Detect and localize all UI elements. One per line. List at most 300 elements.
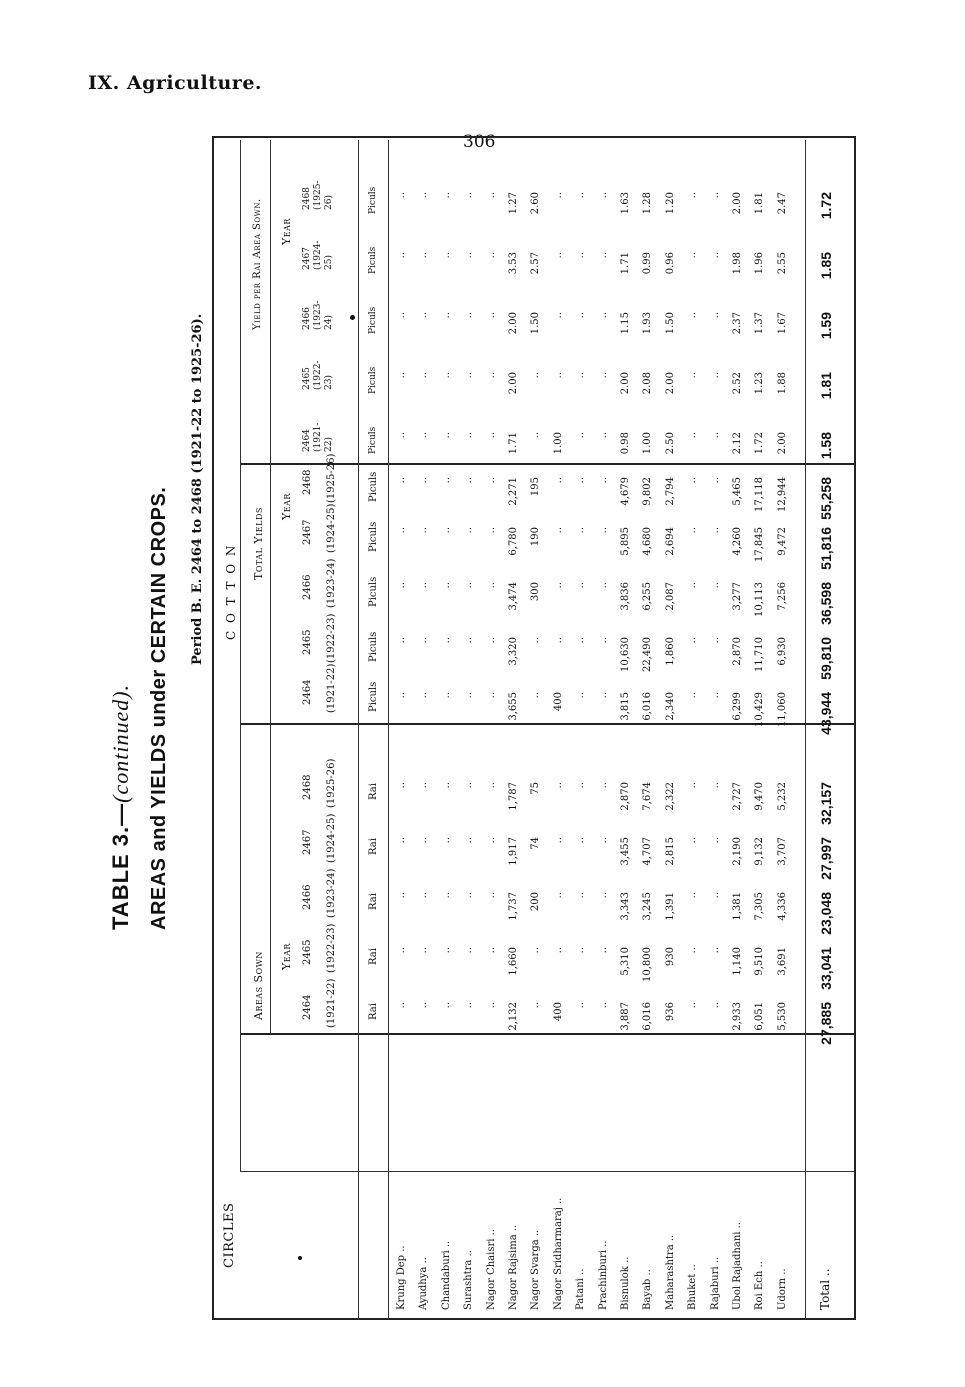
- yield-value: 2.52: [732, 372, 743, 395]
- yield-value: 1.88: [776, 372, 788, 395]
- total-value: ..: [418, 637, 430, 644]
- total-value: 11,060: [776, 692, 788, 727]
- area-value: 74: [530, 837, 542, 850]
- table-subtitle: AREAS and YIELDS under CERTAIN CROPS.: [148, 486, 170, 930]
- yield-value: ..: [530, 432, 542, 439]
- total-value: ..: [463, 527, 475, 534]
- table-continued: (continued).: [108, 683, 133, 803]
- yield-value: ..: [485, 252, 497, 259]
- yield-value: 2.00: [620, 372, 631, 395]
- area-year-ad: (1922-23): [326, 923, 337, 973]
- yield-value: ..: [396, 432, 407, 439]
- yield-value: 2.00: [508, 312, 519, 335]
- area-value: 1,391: [664, 892, 676, 921]
- total-peryield: 1.72: [818, 192, 834, 220]
- circle-name: Nagor Svarga ..: [530, 1229, 542, 1310]
- total-value: ..: [396, 582, 407, 589]
- yield-value: ..: [597, 372, 609, 379]
- yield-value: ..: [575, 192, 587, 199]
- total-peryield: 1.81: [818, 372, 834, 400]
- total-value: ..: [530, 692, 542, 699]
- area-value: ..: [552, 837, 564, 844]
- area-value: ..: [418, 782, 430, 789]
- yield-unit: Piculs: [368, 306, 378, 334]
- total-year-be: 2467: [302, 519, 313, 545]
- area-value: 2,933: [732, 1002, 743, 1031]
- total-value: ..: [709, 527, 721, 534]
- yield-value: ..: [440, 312, 452, 319]
- area-value: 6,016: [642, 1002, 654, 1031]
- total-value: 6,016: [642, 692, 654, 721]
- yield-unit: Piculs: [368, 366, 378, 394]
- area-value: 4,336: [776, 892, 788, 921]
- yield-value: 1.96: [754, 252, 766, 275]
- area-value: ..: [463, 837, 475, 844]
- area-value: 3,691: [776, 947, 788, 976]
- total-value: 6,299: [732, 692, 743, 721]
- yield-value: 2.60: [530, 192, 542, 215]
- area-year-be: 2464: [302, 994, 313, 1020]
- area-year-be: 2466: [302, 884, 313, 910]
- column-divider: [240, 1171, 854, 1172]
- yield-value: 2.12: [732, 432, 743, 455]
- yield-value: ..: [575, 372, 587, 379]
- area-value: ..: [418, 892, 430, 899]
- area-value: 9,132: [754, 837, 766, 866]
- total-value: 3,474: [508, 582, 519, 611]
- area-value: ..: [418, 837, 430, 844]
- area-value: ..: [552, 947, 564, 954]
- total-value: 17,118: [754, 477, 766, 512]
- total-value: ..: [463, 692, 475, 699]
- area-value: ..: [440, 1002, 452, 1009]
- area-value: 2,190: [732, 837, 743, 866]
- area-value: ..: [709, 782, 721, 789]
- yield-value: ..: [485, 192, 497, 199]
- total-peryield: 1.85: [818, 252, 834, 280]
- area-unit: Rai: [368, 893, 379, 910]
- total-value: ..: [418, 582, 430, 589]
- total-unit: Piculs: [368, 471, 379, 502]
- body-rule: [388, 140, 389, 1320]
- circle-name: Roi Ech ..: [754, 1261, 766, 1310]
- total-year-be: 2466: [302, 574, 313, 600]
- circle-name: Ubol Rajadhani ..: [732, 1222, 743, 1310]
- circle-name: Udorn ..: [776, 1268, 788, 1310]
- yield-value: 1.20: [664, 192, 676, 215]
- total-value: ..: [440, 527, 452, 534]
- area-value: 3,887: [620, 1002, 631, 1031]
- total-value: 9,472: [776, 527, 788, 556]
- total-value: ..: [709, 582, 721, 589]
- area-value: 930: [664, 947, 676, 967]
- total-value: ..: [552, 477, 564, 484]
- area-year-ad: (1923-24): [326, 868, 337, 918]
- yield-value: 1.27: [508, 192, 519, 215]
- crop-header: C O T T O N: [224, 543, 238, 640]
- yield-value: ..: [485, 312, 497, 319]
- yield-value: ..: [709, 432, 721, 439]
- total-value: 6,255: [642, 582, 654, 611]
- total-area: 33,041: [818, 947, 834, 990]
- total-value: ..: [552, 637, 564, 644]
- yield-value: 1.72: [754, 432, 766, 455]
- yield-value: 1.15: [620, 312, 631, 335]
- total-value: ..: [463, 477, 475, 484]
- yield-value: 1.81: [754, 192, 766, 215]
- area-value: 2,132: [508, 1002, 519, 1031]
- yield-value: ..: [709, 312, 721, 319]
- yield-value: 2.00: [776, 432, 788, 455]
- area-value: ..: [575, 837, 587, 844]
- area-value: ..: [463, 947, 475, 954]
- area-value: 1,787: [508, 782, 519, 811]
- yield-value: ..: [418, 432, 430, 439]
- yield-value: ..: [485, 432, 497, 439]
- yield-value: 2.47: [776, 192, 788, 215]
- yield-value: ..: [396, 372, 407, 379]
- circle-name: Rajaburi ..: [709, 1256, 721, 1310]
- yield-value: ..: [440, 372, 452, 379]
- total-value: ..: [485, 527, 497, 534]
- area-value: ..: [485, 837, 497, 844]
- area-value: 3,455: [620, 837, 631, 866]
- area-value: ..: [687, 1002, 699, 1009]
- total-value: ..: [418, 477, 430, 484]
- area-value: 9,510: [754, 947, 766, 976]
- area-value: 5,232: [776, 782, 788, 811]
- circle-name: Ayudhya ..: [418, 1257, 430, 1310]
- area-value: 1,917: [508, 837, 519, 866]
- total-value: ..: [575, 477, 587, 484]
- total-value: ..: [485, 477, 497, 484]
- area-value: ..: [396, 782, 407, 789]
- yield-year-label: Year: [280, 218, 293, 245]
- yield-value: ..: [463, 192, 475, 199]
- total-value: ..: [440, 637, 452, 644]
- total-value: ..: [463, 637, 475, 644]
- area-value: ..: [709, 837, 721, 844]
- area-year-be: 2465: [302, 939, 313, 965]
- area-value: 4,707: [642, 837, 654, 866]
- total-year-be: 2464: [302, 679, 313, 705]
- crop-rule: [240, 140, 241, 1172]
- total-rule: [805, 140, 806, 1320]
- total-value: 2,271: [508, 477, 519, 506]
- yield-value: ..: [552, 252, 564, 259]
- subheader-rule: [270, 140, 271, 1035]
- yield-value: 1.93: [642, 312, 654, 335]
- total-value: ..: [440, 582, 452, 589]
- circles-header: CIRCLES: [222, 1202, 237, 1268]
- total-year-be: 2465: [302, 629, 313, 655]
- yield-value: ..: [418, 252, 430, 259]
- total-value: 190: [530, 527, 542, 547]
- yield-value: 0.98: [620, 432, 631, 455]
- total-value: ..: [687, 582, 699, 589]
- total-value: ..: [485, 582, 497, 589]
- total-value: 7,256: [776, 582, 788, 611]
- area-unit: Rai: [368, 838, 379, 855]
- areas-header: Areas Sown: [252, 951, 265, 1020]
- total-unit: Piculs: [368, 576, 379, 607]
- yield-value: ..: [530, 372, 542, 379]
- yield-header: Yield per Rai Area Sown.: [252, 198, 263, 330]
- yield-value: ..: [597, 192, 609, 199]
- yield-value: ..: [687, 192, 699, 199]
- area-value: 936: [664, 1002, 676, 1022]
- total-value: ..: [709, 692, 721, 699]
- total-value: ..: [687, 692, 699, 699]
- total-value: 195: [530, 477, 542, 497]
- total-value: 2,087: [664, 582, 676, 611]
- yield-year: 2468 (1925- 26): [302, 180, 334, 210]
- area-value: ..: [396, 1002, 407, 1009]
- yield-value: ..: [709, 192, 721, 199]
- total-value: ..: [709, 637, 721, 644]
- area-value: 400: [552, 1002, 564, 1022]
- total-value: ..: [396, 637, 407, 644]
- yield-value: 1.98: [732, 252, 743, 275]
- total-value: ..: [396, 477, 407, 484]
- total-unit: Piculs: [368, 631, 379, 662]
- area-value: 7,674: [642, 782, 654, 811]
- total-value: 10,429: [754, 692, 766, 727]
- area-value: 2,322: [664, 782, 676, 811]
- yield-value: 3.53: [508, 252, 519, 275]
- total-value: ..: [418, 527, 430, 534]
- yield-year: 2467 (1924- 25): [302, 240, 334, 270]
- total-area: 23,048: [818, 892, 834, 935]
- yield-value: ..: [396, 252, 407, 259]
- area-value: ..: [597, 947, 609, 954]
- area-value: 2,870: [620, 782, 631, 811]
- circle-name: Nagor Sridharmaraj ..: [552, 1197, 564, 1310]
- total-value: 3,836: [620, 582, 631, 611]
- yield-value: ..: [552, 312, 564, 319]
- area-value: 1,737: [508, 892, 519, 921]
- area-value: ..: [485, 947, 497, 954]
- yield-value: 2.00: [508, 372, 519, 395]
- total-value: ..: [597, 582, 609, 589]
- yield-value: ..: [709, 252, 721, 259]
- area-value: 75: [530, 782, 542, 795]
- total-value: ..: [597, 527, 609, 534]
- total-value: 5,895: [620, 527, 631, 556]
- total-value: ..: [440, 692, 452, 699]
- area-value: ..: [440, 892, 452, 899]
- yield-value: ..: [418, 372, 430, 379]
- circle-name: Nagor Chaisri ..: [485, 1229, 497, 1310]
- yield-value: ..: [552, 192, 564, 199]
- area-value: ..: [575, 892, 587, 899]
- total-value: ..: [597, 637, 609, 644]
- yield-value: 1.50: [664, 312, 676, 335]
- area-value: 3,245: [642, 892, 654, 921]
- total-value: 10,113: [754, 582, 766, 617]
- circle-name: Nagor Rajsima ..: [508, 1224, 519, 1310]
- total-unit: Piculs: [368, 681, 379, 712]
- total-value: ..: [485, 692, 497, 699]
- area-unit: Rai: [368, 948, 379, 965]
- area-value: ..: [575, 782, 587, 789]
- area-value: 200: [530, 892, 542, 912]
- yield-value: ..: [463, 312, 475, 319]
- table-number: TABLE 3.—: [108, 802, 133, 930]
- area-value: 2,815: [664, 837, 676, 866]
- total-area: 32,157: [818, 782, 834, 825]
- total-value: 10,630: [620, 637, 631, 672]
- yield-value: 2.50: [664, 432, 676, 455]
- total-value: ..: [463, 582, 475, 589]
- total-value: 2,694: [664, 527, 676, 556]
- total-year-ad: (1923-24): [326, 558, 337, 608]
- area-value: ..: [709, 1002, 721, 1009]
- yield-value: ..: [418, 312, 430, 319]
- yield-value: 1.37: [754, 312, 766, 335]
- yield-value: 2.00: [732, 192, 743, 215]
- yield-value: ..: [552, 372, 564, 379]
- area-unit: Rai: [368, 1003, 379, 1020]
- area-value: 5,310: [620, 947, 631, 976]
- total-value: ..: [552, 527, 564, 534]
- yield-value: 0.99: [642, 252, 654, 275]
- total-value: ..: [575, 637, 587, 644]
- area-value: 3,343: [620, 892, 631, 921]
- yield-value: ..: [418, 192, 430, 199]
- yield-value: ..: [597, 432, 609, 439]
- total-value: 3,815: [620, 692, 631, 721]
- area-value: ..: [687, 947, 699, 954]
- total-yield: 59,810: [818, 637, 834, 680]
- total-value: 12,944: [776, 477, 788, 512]
- yield-value: ..: [687, 252, 699, 259]
- yield-value: 1.63: [620, 192, 631, 215]
- total-value: ..: [485, 637, 497, 644]
- yield-value: 1.00: [642, 432, 654, 455]
- yield-unit: Piculs: [368, 186, 378, 214]
- yield-value: 2.08: [642, 372, 654, 395]
- circle-name: Bhuket ..: [687, 1264, 699, 1310]
- yield-value: ..: [440, 432, 452, 439]
- total-value: ..: [575, 582, 587, 589]
- total-value: ..: [552, 582, 564, 589]
- yield-unit: Piculs: [368, 426, 378, 454]
- yield-value: ..: [463, 372, 475, 379]
- yield-value: ..: [709, 372, 721, 379]
- area-value: 1,381: [732, 892, 743, 921]
- total-value: 3,277: [732, 582, 743, 611]
- area-value: ..: [418, 947, 430, 954]
- area-year-ad: (1925-26): [326, 758, 337, 808]
- total-year-ad: (1922-23): [326, 613, 337, 663]
- area-year-be: 2467: [302, 829, 313, 855]
- total-value: ..: [396, 692, 407, 699]
- area-value: ..: [396, 837, 407, 844]
- area-year-ad: (1924-25): [326, 813, 337, 863]
- total-value: 3,655: [508, 692, 519, 721]
- yield-value: 0.96: [664, 252, 676, 275]
- area-year-ad: (1921-22): [326, 978, 337, 1028]
- total-year-ad: (1925-26): [326, 453, 337, 503]
- yield-value: ..: [440, 252, 452, 259]
- area-value: ..: [709, 947, 721, 954]
- area-value: ..: [440, 947, 452, 954]
- yield-value: ..: [463, 252, 475, 259]
- total-area: 27,997: [818, 837, 834, 880]
- circle-name: Krung Dep ..: [396, 1245, 407, 1310]
- yield-value: 1.28: [642, 192, 654, 215]
- area-value: ..: [463, 1002, 475, 1009]
- yield-year: 2466 (1923- 24): [302, 300, 334, 330]
- area-value: 6,051: [754, 1002, 766, 1031]
- area-value: ..: [597, 1002, 609, 1009]
- page-header: IX. Agriculture.: [88, 72, 263, 94]
- area-value: ..: [552, 782, 564, 789]
- total-peryield: 1.59: [818, 312, 834, 340]
- total-value: 9,802: [642, 477, 654, 506]
- area-value: ..: [485, 1002, 497, 1009]
- total-year-ad: (1924-25): [326, 503, 337, 553]
- total-year-be: 2468: [302, 469, 313, 495]
- area-value: ..: [485, 782, 497, 789]
- yield-value: ..: [396, 192, 407, 199]
- total-value: 11,710: [754, 637, 766, 672]
- total-value: 1,860: [664, 637, 676, 666]
- yield-value: ..: [396, 312, 407, 319]
- area-value: ..: [463, 782, 475, 789]
- total-value: ..: [687, 527, 699, 534]
- circle-name: Maharashtra ..: [664, 1234, 676, 1310]
- speck: [350, 315, 355, 320]
- total-value: 4,679: [620, 477, 631, 506]
- total-value: 6,930: [776, 637, 788, 666]
- yield-value: ..: [575, 252, 587, 259]
- total-yield: 51,816: [818, 527, 834, 570]
- total-value: ..: [687, 477, 699, 484]
- circle-name: Patani ..: [575, 1268, 587, 1310]
- area-value: ..: [440, 837, 452, 844]
- total-value: 2,340: [664, 692, 676, 721]
- area-value: 5,530: [776, 1002, 788, 1031]
- yield-value: 2.37: [732, 312, 743, 335]
- total-value: 17,845: [754, 527, 766, 562]
- area-value: ..: [709, 892, 721, 899]
- yield-value: ..: [463, 432, 475, 439]
- area-value: ..: [552, 892, 564, 899]
- circle-name: Bisnulok ..: [620, 1256, 631, 1310]
- total-value: 2,870: [732, 637, 743, 666]
- total-value: ..: [396, 527, 407, 534]
- total-value: ..: [418, 692, 430, 699]
- area-value: ..: [418, 1002, 430, 1009]
- total-value: 6,780: [508, 527, 519, 556]
- total-year-ad: (1921-22): [326, 663, 337, 713]
- yield-value: ..: [687, 372, 699, 379]
- yield-value: ..: [687, 432, 699, 439]
- area-value: ..: [530, 947, 542, 954]
- yield-value: 2.57: [530, 252, 542, 275]
- total-value: ..: [575, 692, 587, 699]
- period-note: Period B. E. 2464 to 2468 (1921-22 to 1925-26).: [190, 313, 205, 665]
- totals-header: Total Yields: [252, 507, 265, 580]
- area-value: 9,470: [754, 782, 766, 811]
- total-unit: Piculs: [368, 521, 379, 552]
- area-value: 2,727: [732, 782, 743, 811]
- area-value: 1,660: [508, 947, 519, 976]
- yield-value: 2.55: [776, 252, 788, 275]
- yield-unit: Piculs: [368, 246, 378, 274]
